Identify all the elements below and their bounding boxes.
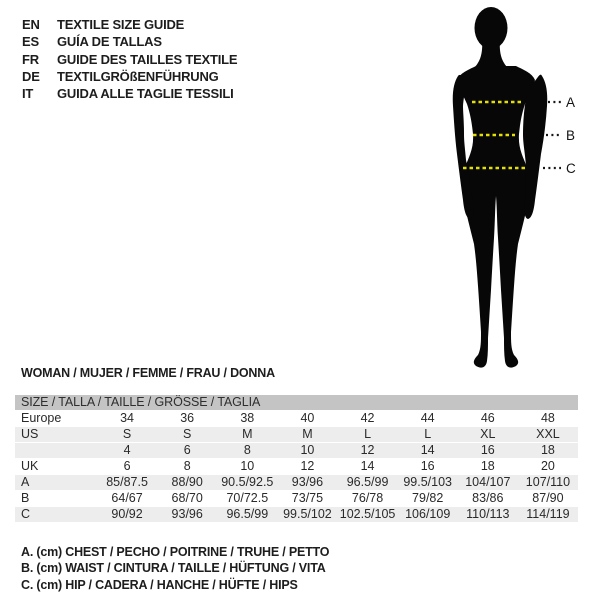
size-cell: 106/109 xyxy=(398,507,458,523)
size-cell: 93/96 xyxy=(277,475,337,491)
measure-label-c: C xyxy=(566,161,576,176)
size-cell: 64/67 xyxy=(97,491,157,507)
size-cell: 83/86 xyxy=(458,491,518,507)
language-row xyxy=(22,33,237,50)
size-cell: 110/113 xyxy=(458,507,518,523)
size-cell: 99.5/102 xyxy=(277,507,337,523)
row-label: Europe xyxy=(15,411,97,427)
size-cell: 90.5/92.5 xyxy=(217,475,277,491)
size-cell: 93/96 xyxy=(157,507,217,523)
size-table xyxy=(15,395,578,523)
measure-label-b: B xyxy=(566,128,576,143)
size-cell: 38 xyxy=(217,411,277,427)
size-cell: 16 xyxy=(458,443,518,459)
size-cell: 6 xyxy=(157,443,217,459)
size-cell: 4 xyxy=(97,443,157,459)
size-cell: 18 xyxy=(458,459,518,475)
legend-line: B. (cm) WAIST / CINTURA / TAILLE / HÜFTUNG / VITA xyxy=(21,561,326,576)
size-cell: 18 xyxy=(518,443,578,459)
language-title: TEXTILE SIZE GUIDE xyxy=(57,17,185,32)
table-row xyxy=(15,491,578,507)
language-title: TEXTILGRÖßENFÜHRUNG xyxy=(57,68,219,84)
size-cell: 10 xyxy=(277,443,337,459)
language-title: GUIDA ALLE TAGLIE TESSILI xyxy=(57,86,234,102)
size-cell: 14 xyxy=(398,443,458,459)
size-cell: XL xyxy=(458,427,518,443)
size-cell: 42 xyxy=(338,411,398,427)
size-cell: L xyxy=(338,427,398,443)
language-code: DE xyxy=(22,68,40,84)
size-cell: 68/70 xyxy=(157,491,217,507)
size-cell: 12 xyxy=(338,443,398,459)
legend-line: C. (cm) HIP / CADERA / HANCHE / HÜFTE / HIPS xyxy=(21,577,298,592)
table-row xyxy=(15,507,578,523)
measurement-legend xyxy=(21,544,329,593)
size-cell: 8 xyxy=(157,459,217,475)
table-row xyxy=(15,443,578,459)
legend-line: A. (cm) CHEST / PECHO / POITRINE / TRUHE / PETTO xyxy=(21,545,330,559)
row-label: C xyxy=(15,507,97,523)
size-cell: 73/75 xyxy=(277,491,337,507)
language-code: IT xyxy=(22,86,34,102)
size-cell: 12 xyxy=(277,459,337,475)
size-cell: 99.5/103 xyxy=(398,475,458,491)
size-cell: 20 xyxy=(518,459,578,475)
row-label: US xyxy=(15,427,97,443)
size-cell: 6 xyxy=(97,459,157,475)
size-cell: 79/82 xyxy=(398,491,458,507)
table-row xyxy=(15,475,578,491)
size-cell: 48 xyxy=(518,411,578,427)
table-row xyxy=(15,459,578,475)
row-label: A xyxy=(15,475,97,491)
size-cell: 40 xyxy=(277,411,337,427)
size-cell: 114/119 xyxy=(518,507,578,523)
size-cell: S xyxy=(97,427,157,443)
language-code: ES xyxy=(22,34,39,50)
size-cell: 102.5/105 xyxy=(338,507,398,523)
language-title: GUIDE DES TAILLES TEXTILE xyxy=(57,51,238,67)
size-cell: 88/90 xyxy=(157,475,217,491)
size-cell: 44 xyxy=(398,411,458,427)
language-title: GUÍA DE TALLAS xyxy=(57,34,162,50)
silhouette-right-arm xyxy=(523,75,547,219)
row-label: UK xyxy=(15,459,97,475)
size-cell: 96.5/99 xyxy=(217,507,277,523)
language-row xyxy=(22,68,237,85)
language-row xyxy=(22,51,237,68)
size-cell: 34 xyxy=(97,411,157,427)
size-cell: 107/110 xyxy=(518,475,578,491)
size-cell: 46 xyxy=(458,411,518,427)
section-title: WOMAN / MUJER / FEMME / FRAU / DONNA xyxy=(21,366,275,380)
woman-silhouette xyxy=(430,2,600,370)
size-table-header-row xyxy=(15,395,578,411)
row-label: B xyxy=(15,491,97,507)
size-cell: 16 xyxy=(398,459,458,475)
language-row xyxy=(22,85,237,102)
size-cell: 10 xyxy=(217,459,277,475)
size-cell: M xyxy=(277,427,337,443)
size-cell: 36 xyxy=(157,411,217,427)
size-cell: L xyxy=(398,427,458,443)
size-cell: 104/107 xyxy=(458,475,518,491)
table-row xyxy=(15,427,578,443)
language-code: EN xyxy=(22,17,40,32)
size-cell: 85/87.5 xyxy=(97,475,157,491)
table-row xyxy=(15,411,578,427)
size-cell: 8 xyxy=(217,443,277,459)
language-list xyxy=(22,16,237,102)
size-cell: M xyxy=(217,427,277,443)
size-cell: 96.5/99 xyxy=(338,475,398,491)
size-cell: 70/72.5 xyxy=(217,491,277,507)
size-cell: 76/78 xyxy=(338,491,398,507)
size-cell: 14 xyxy=(338,459,398,475)
size-cell: 87/90 xyxy=(518,491,578,507)
size-cell: S xyxy=(157,427,217,443)
size-cell: 90/92 xyxy=(97,507,157,523)
language-code: FR xyxy=(22,51,39,67)
size-cell: XXL xyxy=(518,427,578,443)
language-row xyxy=(22,16,237,33)
size-table-header: SIZE / TALLA / TAILLE / GRÖSSE / TAGLIA xyxy=(15,395,578,411)
row-label xyxy=(15,443,97,459)
measure-label-a: A xyxy=(566,95,576,110)
